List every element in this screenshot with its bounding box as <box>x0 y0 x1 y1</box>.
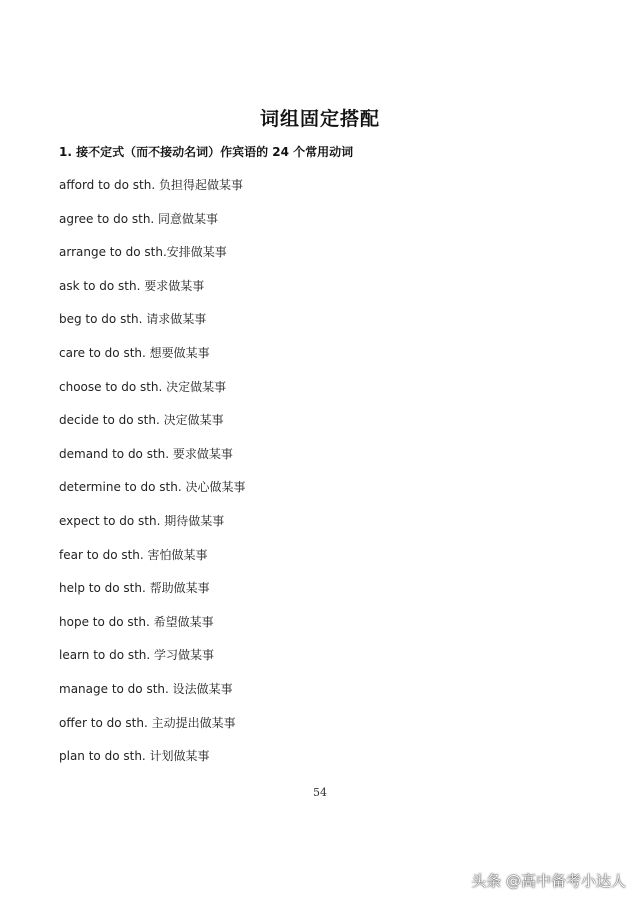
watermark: 头条 @高中备考小达人 <box>471 872 626 890</box>
list-item: fear to do sth. 害怕做某事 <box>59 547 208 562</box>
list-item: demand to do sth. 要求做某事 <box>59 446 233 461</box>
page-title: 词组固定搭配 <box>259 108 380 130</box>
list-item: afford to do sth. 负担得起做某事 <box>59 178 243 192</box>
list-item: arrange to do sth.安排做某事 <box>59 245 227 260</box>
section-heading: 1. 接不定式（而不接动名词）作宾语的 24 个常用动词 <box>59 145 354 159</box>
list-item: plan to do sth. 计划做某事 <box>59 749 210 764</box>
list-item: decide to do sth. 决定做某事 <box>59 413 224 428</box>
page-number: 54 <box>313 786 327 799</box>
list-item: ask to do sth. 要求做某事 <box>59 278 205 293</box>
list-item: beg to do sth. 请求做某事 <box>59 312 207 327</box>
phrase-list <box>59 174 245 779</box>
list-item: determine to do sth. 决心做某事 <box>59 480 246 495</box>
list-item: manage to do sth. 设法做某事 <box>59 681 233 696</box>
list-item: help to do sth. 帮助做某事 <box>59 581 210 596</box>
list-item: learn to do sth. 学习做某事 <box>59 648 215 663</box>
list-item: agree to do sth. 同意做某事 <box>59 211 219 226</box>
list-item: offer to do sth. 主动提出做某事 <box>59 715 236 730</box>
list-item: care to do sth. 想要做某事 <box>59 345 210 360</box>
list-item: expect to do sth. 期待做某事 <box>59 513 225 528</box>
list-item: hope to do sth. 希望做某事 <box>59 614 214 629</box>
list-item: choose to do sth. 决定做某事 <box>59 379 227 394</box>
